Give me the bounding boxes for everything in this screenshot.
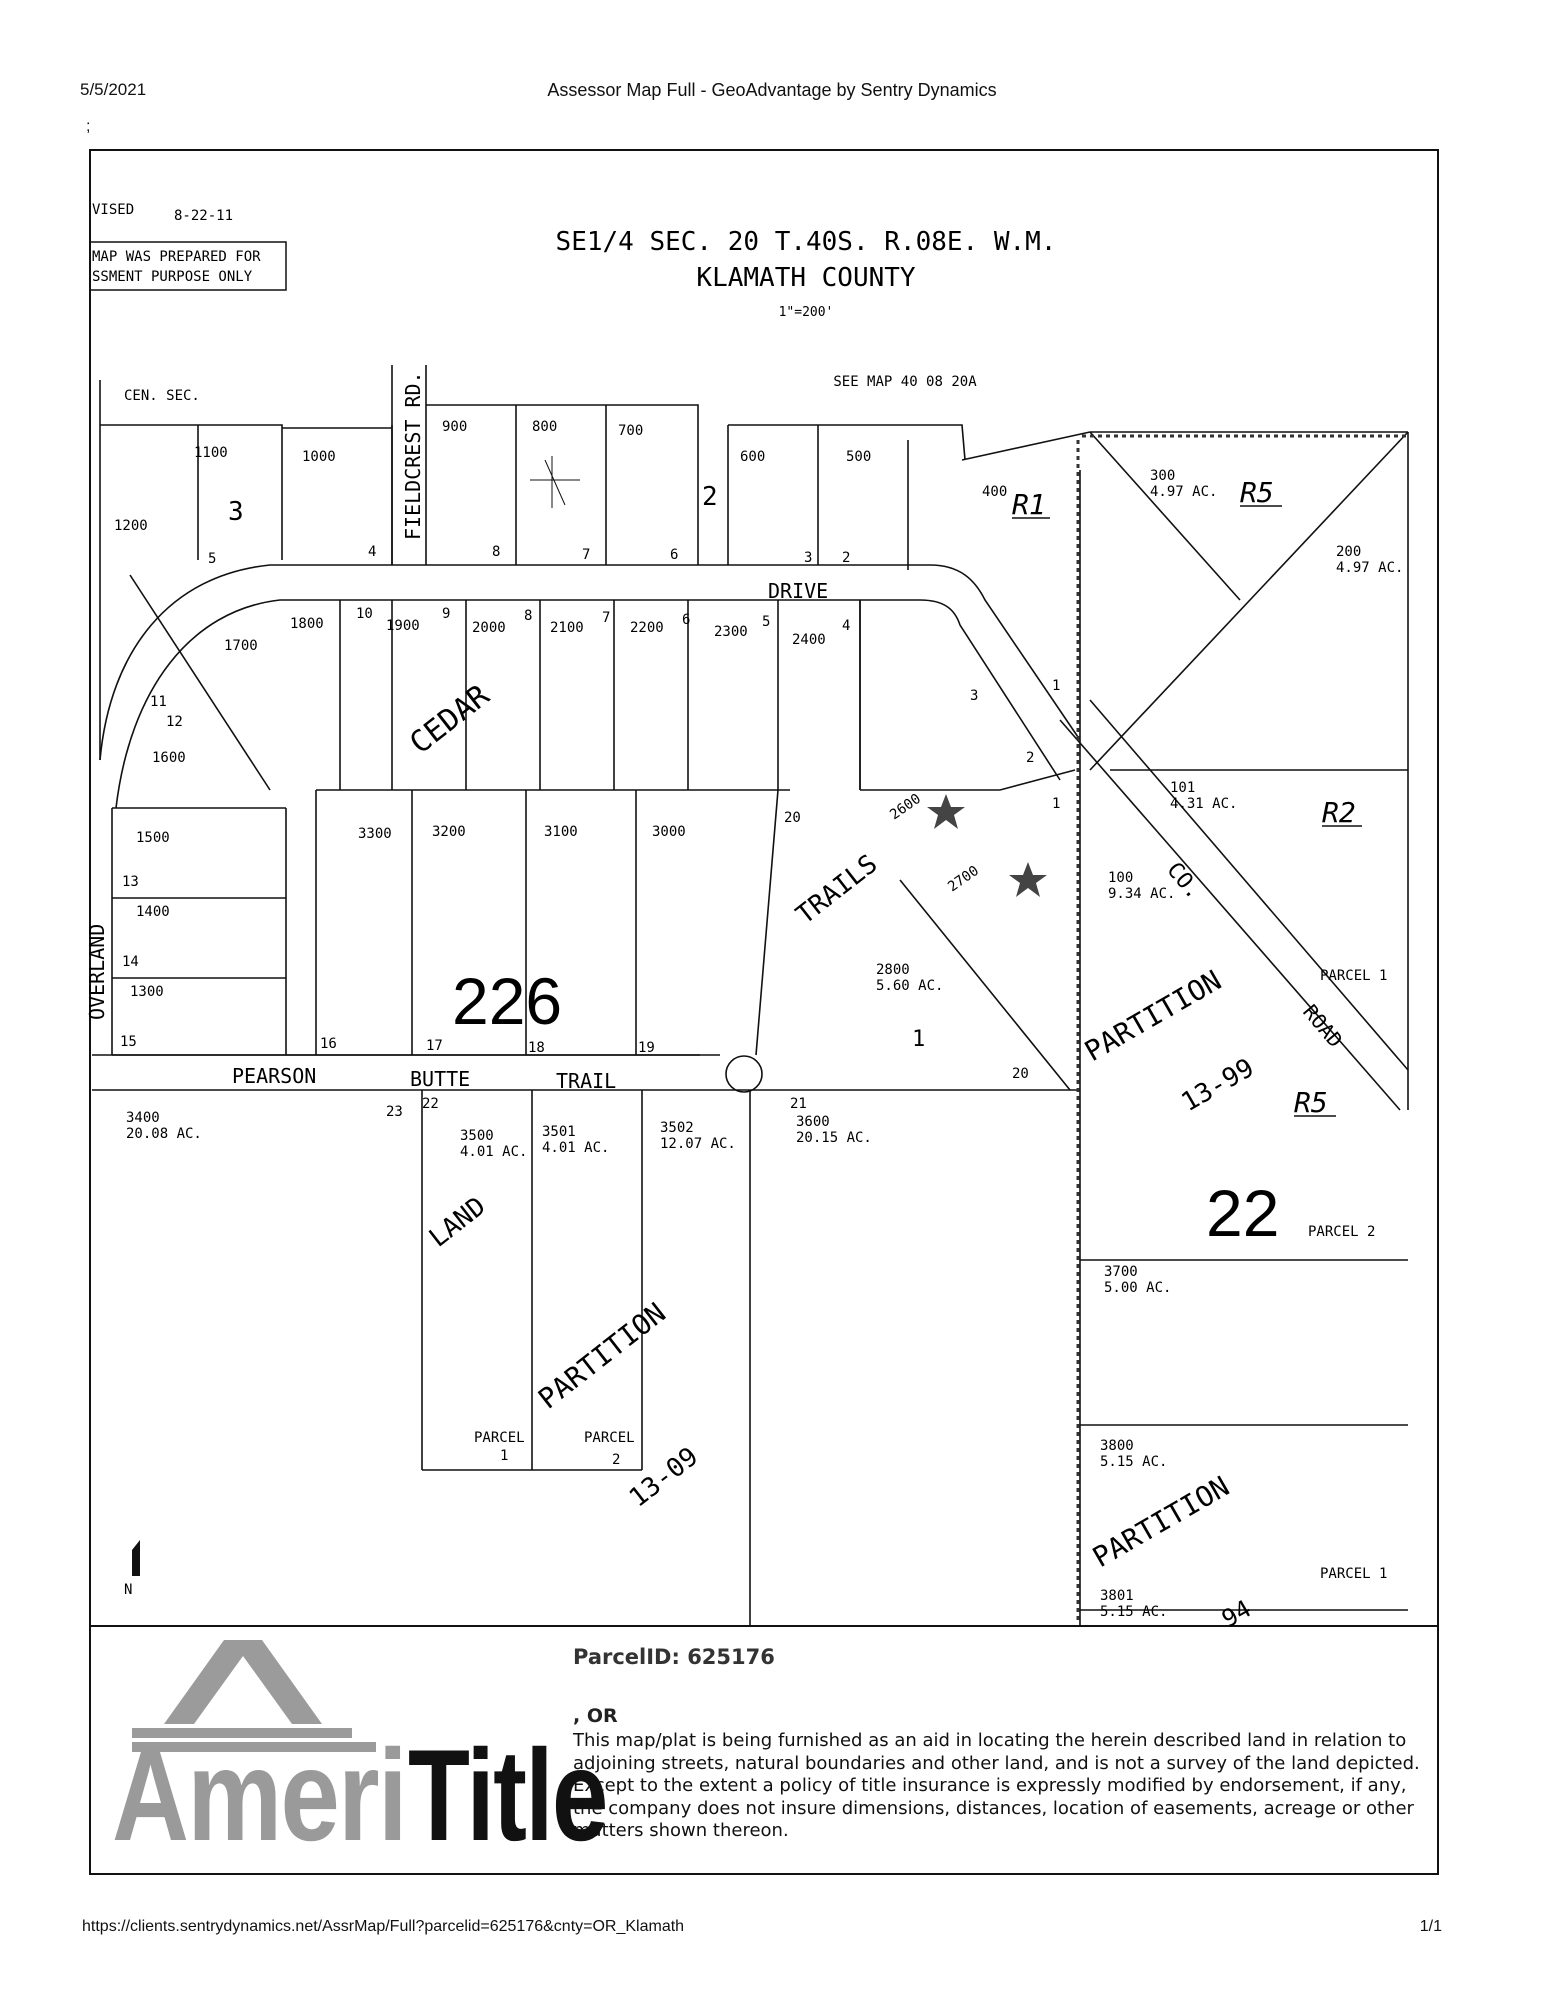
road-fieldcrest: FIELDCREST RD. <box>401 371 425 540</box>
lot-2600: 2600 <box>887 790 924 824</box>
lot-200: 200 <box>1336 544 1362 560</box>
svg-text:5: 5 <box>208 551 217 567</box>
svg-text:9: 9 <box>442 606 451 622</box>
cen-sec-label: CEN. SEC. <box>124 388 200 404</box>
brand-name-dark: Title <box>408 1722 608 1868</box>
revised-label: VISED <box>92 202 135 218</box>
svg-text:6: 6 <box>682 612 691 628</box>
acreage-3400: 20.08 AC. <box>126 1126 202 1142</box>
road-pearson: PEARSON <box>232 1064 317 1088</box>
zone-r5-top: R5 <box>1240 476 1274 509</box>
brand-name-light: Ameri <box>112 1722 406 1868</box>
lot-900: 900 <box>442 419 468 435</box>
road-co: CO. <box>1161 857 1207 905</box>
lot-2300: 2300 <box>714 624 748 640</box>
block-2: 2 <box>702 482 718 512</box>
lot-101: 101 <box>1170 780 1196 796</box>
subject-star-2 <box>1009 862 1047 897</box>
block-1: 1 <box>912 1027 926 1052</box>
acreage-2800: 5.60 AC. <box>876 978 944 994</box>
svg-text:2: 2 <box>842 550 851 566</box>
lot-800: 800 <box>532 419 558 435</box>
lot-600: 600 <box>740 449 766 465</box>
svg-text:2: 2 <box>1026 750 1035 766</box>
lot-1000: 1000 <box>302 449 336 465</box>
parcel-tag-5-num: 2 <box>612 1452 621 1468</box>
lot-300: 300 <box>1150 468 1176 484</box>
road-drive: DRIVE <box>768 579 829 603</box>
partition-c: PARTITION <box>1087 1469 1235 1575</box>
acreage-3700: 5.00 AC. <box>1104 1280 1172 1296</box>
parcel-tag-4-num: 1 <box>500 1448 509 1464</box>
road-overland: OVERLAND <box>85 923 109 1020</box>
lot-3400: 3400 <box>126 1110 160 1126</box>
partition-b-number: 13-99 <box>1176 1052 1260 1119</box>
lot-1500: 1500 <box>136 830 170 846</box>
subject-star-1 <box>927 794 965 829</box>
svg-text:23: 23 <box>386 1104 403 1120</box>
svg-text:11: 11 <box>150 694 167 710</box>
svg-text:1: 1 <box>1052 678 1061 694</box>
acreage-3600: 20.15 AC. <box>796 1130 872 1146</box>
svg-text:20: 20 <box>1012 1066 1029 1082</box>
acreage-300: 4.97 AC. <box>1150 484 1218 500</box>
svg-text:8: 8 <box>524 608 533 624</box>
page-title: Assessor Map Full - GeoAdvantage by Sentry Dynamics <box>547 80 997 100</box>
svg-text:19: 19 <box>638 1040 655 1056</box>
svg-text:10: 10 <box>356 606 373 622</box>
parcel-tag-3: PARCEL 1 <box>1320 1566 1388 1582</box>
acreages <box>126 484 1403 1620</box>
partition-b: PARTITION <box>1079 963 1227 1069</box>
lot-3300: 3300 <box>358 826 392 842</box>
svg-text:3: 3 <box>970 688 979 704</box>
lot-3502: 3502 <box>660 1120 694 1136</box>
svg-text:4: 4 <box>842 618 851 634</box>
footer-page-number: 1/1 <box>1419 1918 1442 1935</box>
parcel-tag-2: PARCEL 2 <box>1308 1224 1376 1240</box>
block-3: 3 <box>228 497 244 527</box>
lot-400: 400 <box>982 484 1008 500</box>
parcel-tag-1: PARCEL 1 <box>1320 968 1388 984</box>
lot-2800: 2800 <box>876 962 910 978</box>
print-date: 5/5/2021 <box>80 80 147 99</box>
revised-date: 8-22-11 <box>174 208 234 224</box>
lot-1900: 1900 <box>386 618 420 634</box>
header-mark: ; <box>86 118 91 135</box>
parcel-tag-4: PARCEL <box>474 1430 525 1446</box>
lot-3600: 3600 <box>796 1114 830 1130</box>
svg-text:16: 16 <box>320 1036 337 1052</box>
svg-text:21: 21 <box>790 1096 807 1112</box>
zone-r1: R1 <box>1012 488 1046 521</box>
lot-2000: 2000 <box>472 620 506 636</box>
acreage-101: 4.31 AC. <box>1170 796 1238 812</box>
map-title-line2: KLAMATH COUNTY <box>696 263 916 293</box>
block-22: 22 <box>1206 1176 1280 1250</box>
svg-text:12: 12 <box>166 714 183 730</box>
svg-text:20: 20 <box>784 810 801 826</box>
lot-100: 100 <box>1108 870 1134 886</box>
lot-3501: 3501 <box>542 1124 576 1140</box>
lot-500: 500 <box>846 449 872 465</box>
lot-1800: 1800 <box>290 616 324 632</box>
svg-text:14: 14 <box>122 954 139 970</box>
svg-text:6: 6 <box>670 547 679 563</box>
lot-3100: 3100 <box>544 824 578 840</box>
acreage-100: 9.34 AC. <box>1108 886 1176 902</box>
lot-3800: 3800 <box>1100 1438 1134 1454</box>
lot-1700: 1700 <box>224 638 258 654</box>
road-trail: TRAIL <box>556 1069 617 1093</box>
lot-1200: 1200 <box>114 518 148 534</box>
svg-text:1: 1 <box>1052 796 1061 812</box>
road-trails: TRAILS <box>790 849 884 931</box>
svg-text:5: 5 <box>762 614 771 630</box>
svg-text:4: 4 <box>368 544 377 560</box>
acreage-3502: 12.07 AC. <box>660 1136 736 1152</box>
block-226: 226 <box>452 964 563 1038</box>
see-map-note: SEE MAP 40 08 20A <box>833 374 977 390</box>
partition-c-number: 94 <box>1217 1594 1257 1634</box>
lot-2100: 2100 <box>550 620 584 636</box>
lot-3000: 3000 <box>652 824 686 840</box>
svg-text:22: 22 <box>422 1096 439 1112</box>
acreage-3501: 4.01 AC. <box>542 1140 610 1156</box>
road-road: ROAD <box>1298 999 1348 1053</box>
partition-a: PARTITION <box>531 1296 672 1416</box>
partition-land: LAND <box>423 1191 492 1254</box>
lot-3801: 3801 <box>1100 1588 1134 1604</box>
partition-a-number: 13-09 <box>623 1441 704 1514</box>
svg-text:8: 8 <box>492 544 501 560</box>
map-title-line1: SE1/4 SEC. 20 T.40S. R.08E. W.M. <box>555 227 1057 257</box>
acreage-200: 4.97 AC. <box>1336 560 1404 576</box>
acreage-3500: 4.01 AC. <box>460 1144 528 1160</box>
zone-r5-lower: R5 <box>1294 1086 1328 1119</box>
svg-text:13: 13 <box>122 874 139 890</box>
svg-text:3: 3 <box>804 550 813 566</box>
north-arrow-icon <box>132 1540 140 1576</box>
notice-line1: MAP WAS PREPARED FOR <box>92 249 261 265</box>
lot-1600: 1600 <box>152 750 186 766</box>
lot-1400: 1400 <box>136 904 170 920</box>
svg-text:7: 7 <box>602 610 611 626</box>
lot-3700: 3700 <box>1104 1264 1138 1280</box>
lot-3200: 3200 <box>432 824 466 840</box>
svg-text:18: 18 <box>528 1040 545 1056</box>
disclaimer-text: This map/plat is being furnished as an aid in locating the herein described land in relation to adjoining streets, natural boundaries and other land, and is not a survey of the land depicted. Except to the extent a policy of title insurance is expressly modified by endorsement, if any, the company does not insure dimensions, distances, location of easements, acreage or other matters shown thereon. <box>573 1730 1420 1841</box>
lot-3500: 3500 <box>460 1128 494 1144</box>
lot-2200: 2200 <box>630 620 664 636</box>
lot-2400: 2400 <box>792 632 826 648</box>
acreage-3801: 5.15 AC. <box>1100 1604 1168 1620</box>
lot-700: 700 <box>618 423 644 439</box>
lot-2700: 2700 <box>945 862 982 896</box>
lot-1100: 1100 <box>194 445 228 461</box>
parcel-id: ParcelID: 625176 <box>573 1645 775 1669</box>
footer-url[interactable]: https://clients.sentrydynamics.net/AssrMap/Full?parcelid=625176&cnty=OR_Klamath <box>82 1918 685 1935</box>
svg-text:7: 7 <box>582 547 591 563</box>
county-state: , OR <box>573 1705 618 1727</box>
lot-1300: 1300 <box>130 984 164 1000</box>
road-butte: BUTTE <box>410 1067 471 1091</box>
block-numbers <box>228 482 925 1052</box>
svg-text:15: 15 <box>120 1034 137 1050</box>
acreage-3800: 5.15 AC. <box>1100 1454 1168 1470</box>
zone-r2: R2 <box>1322 796 1356 829</box>
north-label: N <box>124 1582 133 1598</box>
svg-text:17: 17 <box>426 1038 443 1054</box>
notice-line2: SSMENT PURPOSE ONLY <box>92 269 253 285</box>
road-cedar: CEDAR <box>403 678 497 762</box>
parcel-tag-5: PARCEL <box>584 1430 635 1446</box>
map-scale: 1"=200' <box>778 305 834 320</box>
